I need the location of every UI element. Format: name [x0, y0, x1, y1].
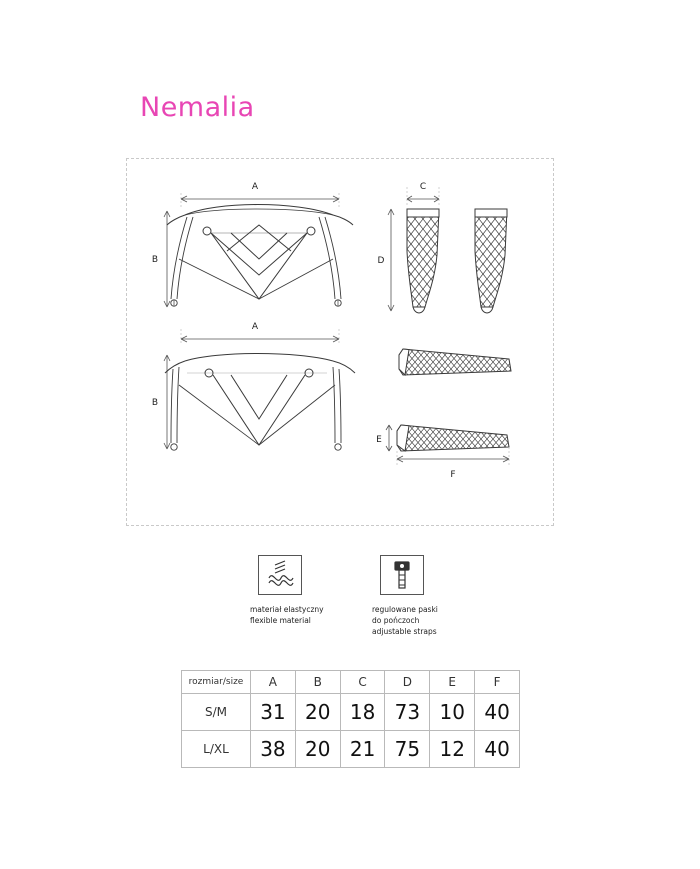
size-row-label: L/XL [182, 731, 251, 768]
stocking-drawings [378, 182, 507, 313]
size-table [181, 670, 520, 768]
size-cell: 40 [475, 731, 520, 768]
feature-caption [372, 605, 482, 638]
size-cell: 75 [385, 731, 430, 768]
feature-line-1: materiał elastyczny [250, 605, 324, 614]
elastic-material-icon [258, 555, 302, 595]
size-table-corner-label: rozmiar/size [182, 671, 251, 694]
garter-belt-back-drawing [152, 322, 355, 450]
label-A-top: A [251, 182, 259, 192]
feature-line-3: adjustable straps [372, 626, 437, 636]
label-E: E [376, 435, 382, 445]
size-cell: 20 [295, 694, 340, 731]
feature-line-2: flexible material [250, 615, 311, 625]
size-table-col-F: F [475, 671, 520, 694]
size-cell: 18 [340, 694, 385, 731]
size-row-label: S/M [182, 694, 251, 731]
size-cell: 38 [251, 731, 296, 768]
size-table-col-B: B [295, 671, 340, 694]
feature-adjustable-straps [372, 555, 482, 638]
size-cell: 20 [295, 731, 340, 768]
adjustable-straps-icon [380, 555, 424, 595]
size-table-col-A: A [251, 671, 296, 694]
size-table-col-C: C [340, 671, 385, 694]
band-drawings [376, 349, 511, 480]
size-cell: 10 [430, 694, 475, 731]
label-C: C [419, 182, 427, 192]
size-cell: 21 [340, 731, 385, 768]
label-B-bottom: B [151, 398, 159, 408]
feature-flexible-material [250, 555, 360, 627]
size-table-col-D: D [385, 671, 430, 694]
feature-line-1: regulowane paski [372, 605, 438, 614]
label-F: F [450, 470, 456, 480]
feature-line-2: do pończoch [372, 615, 420, 625]
size-table-col-E: E [430, 671, 475, 694]
size-cell: 73 [385, 694, 430, 731]
table-row [182, 694, 520, 731]
label-A-bottom: A [251, 322, 259, 332]
table-header-row [182, 671, 520, 694]
feature-caption [250, 605, 360, 627]
feature-icons [250, 555, 470, 655]
garment-measurement-diagram [127, 159, 555, 527]
size-cell: 40 [475, 694, 520, 731]
size-cell: 31 [251, 694, 296, 731]
size-cell: 12 [430, 731, 475, 768]
table-row [182, 731, 520, 768]
label-D: D [377, 256, 385, 266]
label-B-top: B [151, 255, 159, 265]
page-title: Nemalia [140, 92, 255, 123]
garter-belt-front-drawing [152, 182, 353, 307]
diagram-panel [126, 158, 554, 526]
